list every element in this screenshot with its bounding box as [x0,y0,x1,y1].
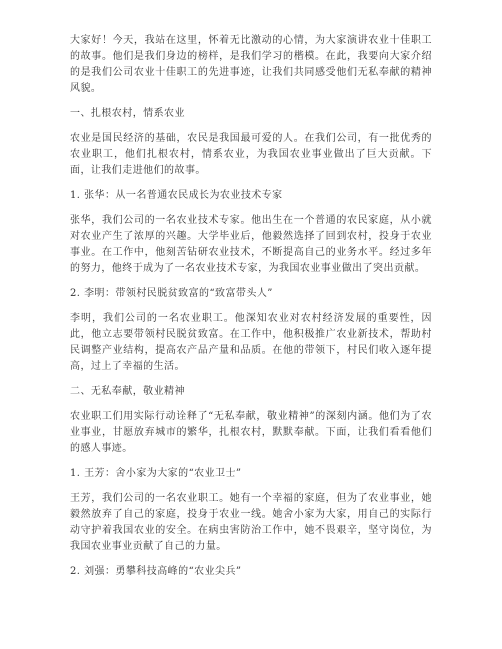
subheading-wang-fang: 1. 王芳：舍小家为大家的“农业卫士” [70,468,242,479]
document-body [70,33,432,589]
li-ming-paragraph: 李明，我们公司的一名农业职工。他深知农业对农村经济发展的重要性，因此，他立志要带领村民脱贫致富。在工作中，他积极推广农业新技术，帮助村民调整产业结构，提高农产品产量和品质。在他的带领下，村民们收入逐年提高，过上了幸福的生活。 [70,313,432,372]
section-1-paragraph: 农业是国民经济的基础，农民是我国最可爱的人。在我们公司，有一批优秀的农业职工，他们扎根农村，情系农业，为我国农业事业做出了巨大贡献。下面，让我们走进他们的故事。 [70,133,432,176]
wang-fang-paragraph: 王芳，我们公司的一名农业职工。她有一个幸福的家庭，但为了农业事业，她毅然放弃了自己的家庭，投身于农业一线。她舍小家为大家，用自己的实际行动守护着我国农业的安全。在病虫害防治工作中，她不畏艰辛，坚守岗位，为我国农业事业贡献了自己的力量。 [70,493,432,552]
section-heading-1: 一、扎根农村，情系农业 [70,108,185,119]
subheading-li-ming: 2. 李明：带领村民脱贫致富的“致富带头人” [70,288,273,299]
subheading-zhang-hua: 1. 张华：从一名普通农民成长为农业技术专家 [70,190,283,201]
section-2-paragraph: 农业职工们用实际行动诠释了“无私奉献，敬业精神”的深刻内涵。他们为了农业事业，甘愿放弃城市的繁华，扎根农村，默默奉献。下面，让我们看看他们的感人事迹。 [70,411,432,454]
section-heading-2: 二、无私奉献，敬业精神 [70,386,185,397]
intro-paragraph: 大家好！今天，我站在这里，怀着无比激动的心情，为大家演讲农业十佳职工的故事。他们是我们身边的榜样，是我们学习的楷模。在此，我要向大家介绍的是我们公司农业十佳职工的先进事迹，让我们共同感受他们无私奉献的精神风貌。 [70,35,432,94]
zhang-hua-paragraph: 张华，我们公司的一名农业技术专家。他出生在一个普通的农民家庭，从小就对农业产生了浓厚的兴趣。大学毕业后，他毅然选择了回到农村，投身于农业事业。在工作中，他刻苦钻研农业技术，不断提高自己的业务水平。经过多年的努力，他终于成为了一名农业技术专家，为我国农业事业做出了突出贡献。 [70,215,432,274]
subheading-liu-qiang: 2. 刘强：勇攀科技高峰的“农业尖兵” [70,566,242,577]
